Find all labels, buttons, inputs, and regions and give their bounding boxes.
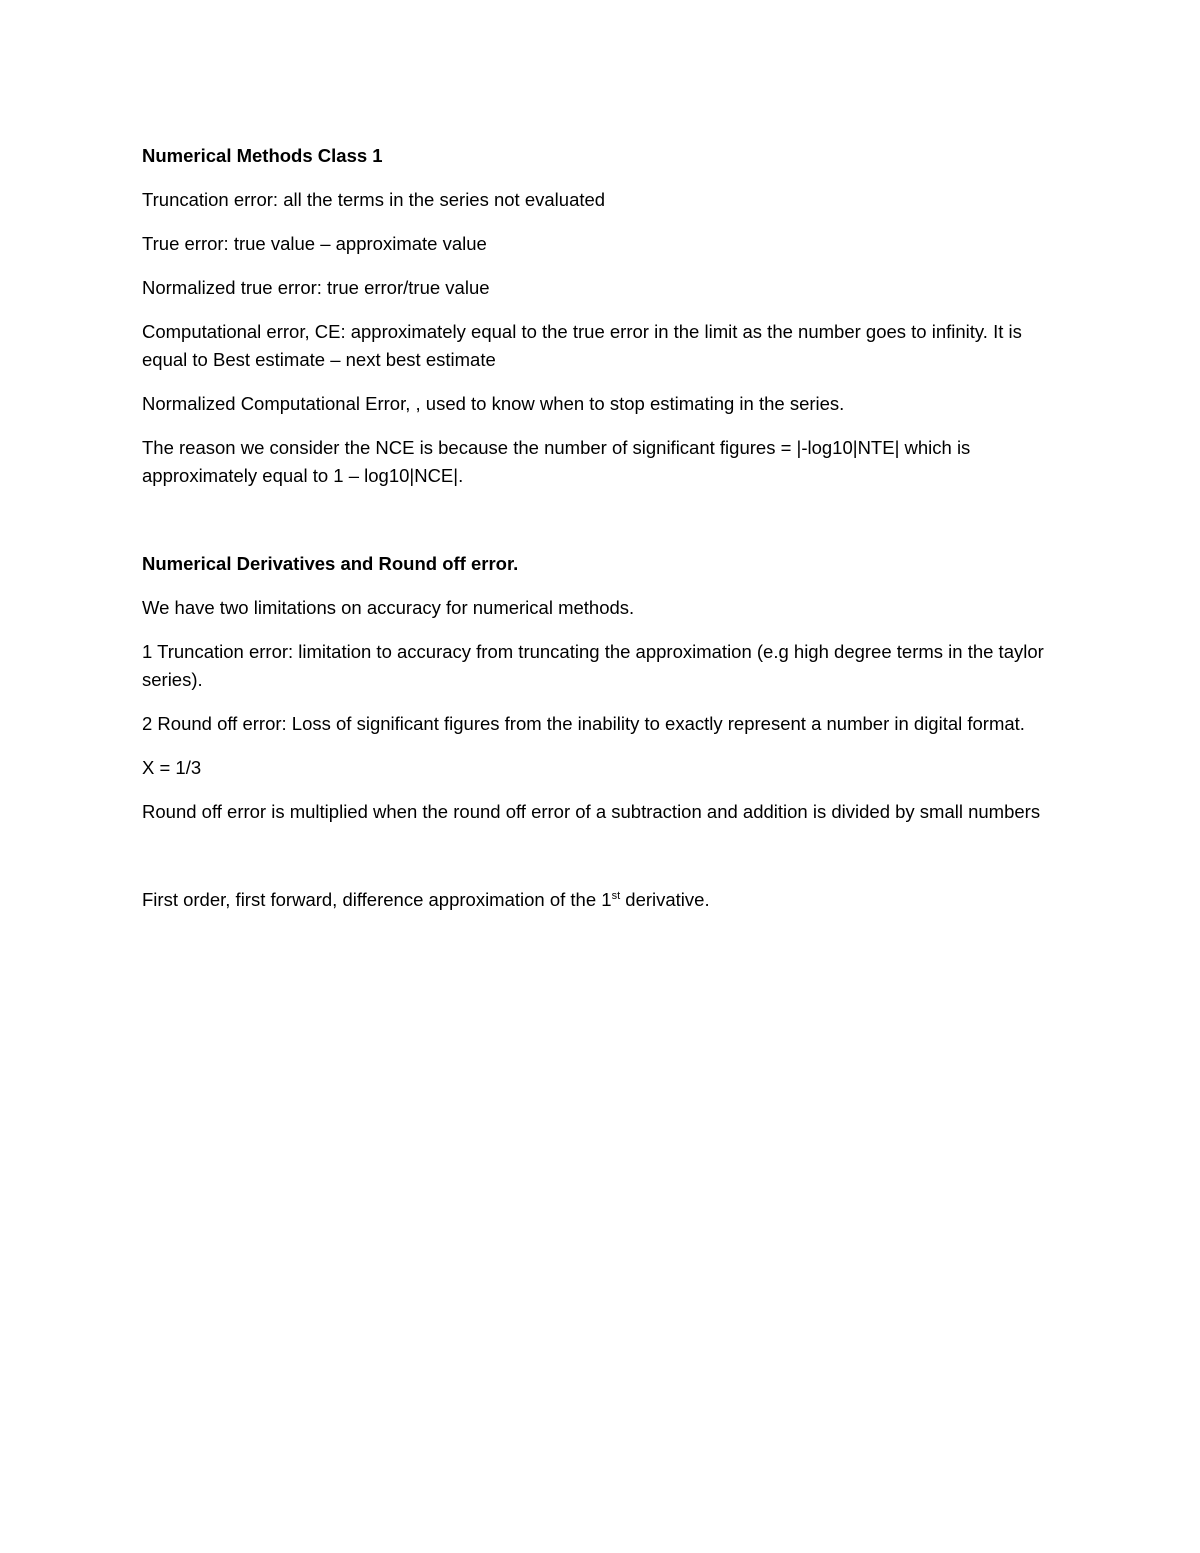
paragraph-limitation-round-off: 2 Round off error: Loss of significant figures from the inability to exactly represent a number in digital format. bbox=[142, 713, 1025, 734]
paragraph-normalized-true-error: Normalized true error: true error/true value bbox=[142, 277, 490, 298]
paragraph-two-limitations: We have two limitations on accuracy for numerical methods. bbox=[142, 597, 635, 618]
paragraph-first-order-approximation bbox=[142, 886, 1072, 914]
paragraph-nce-reason: The reason we consider the NCE is because the number of significant figures = |-log10|NTE| which is approximately equal to 1 – log10|NCE|. bbox=[142, 437, 971, 486]
superscript-st: st bbox=[611, 889, 621, 902]
section-heading-numerical-methods: Numerical Methods Class 1 bbox=[142, 145, 383, 166]
document-body bbox=[142, 142, 1072, 930]
paragraph-limitation-truncation: 1 Truncation error: limitation to accuracy from truncating the approximation (e.g high degree terms in the taylor series). bbox=[142, 641, 1044, 690]
first-order-text-before: First order, first forward, difference approximation of the 1 bbox=[142, 889, 612, 910]
section-heading-numerical-derivatives: Numerical Derivatives and Round off error. bbox=[142, 553, 519, 574]
paragraph-round-off-multiplied: Round off error is multiplied when the round off error of a subtraction and addition is divided by small numbers bbox=[142, 801, 1041, 822]
paragraph-normalized-computational-error: Normalized Computational Error, , used to know when to stop estimating in the series. bbox=[142, 393, 845, 414]
paragraph-x-equation: X = 1/3 bbox=[142, 757, 202, 778]
first-order-text-after: derivative. bbox=[620, 889, 710, 910]
paragraph-computational-error: Computational error, CE: approximately equal to the true error in the limit as the number goes to infinity. It is equal to Best estimate – next best estimate bbox=[142, 321, 1022, 370]
paragraph-truncation-error: Truncation error: all the terms in the series not evaluated bbox=[142, 189, 606, 210]
paragraph-true-error: True error: true value – approximate value bbox=[142, 233, 487, 254]
